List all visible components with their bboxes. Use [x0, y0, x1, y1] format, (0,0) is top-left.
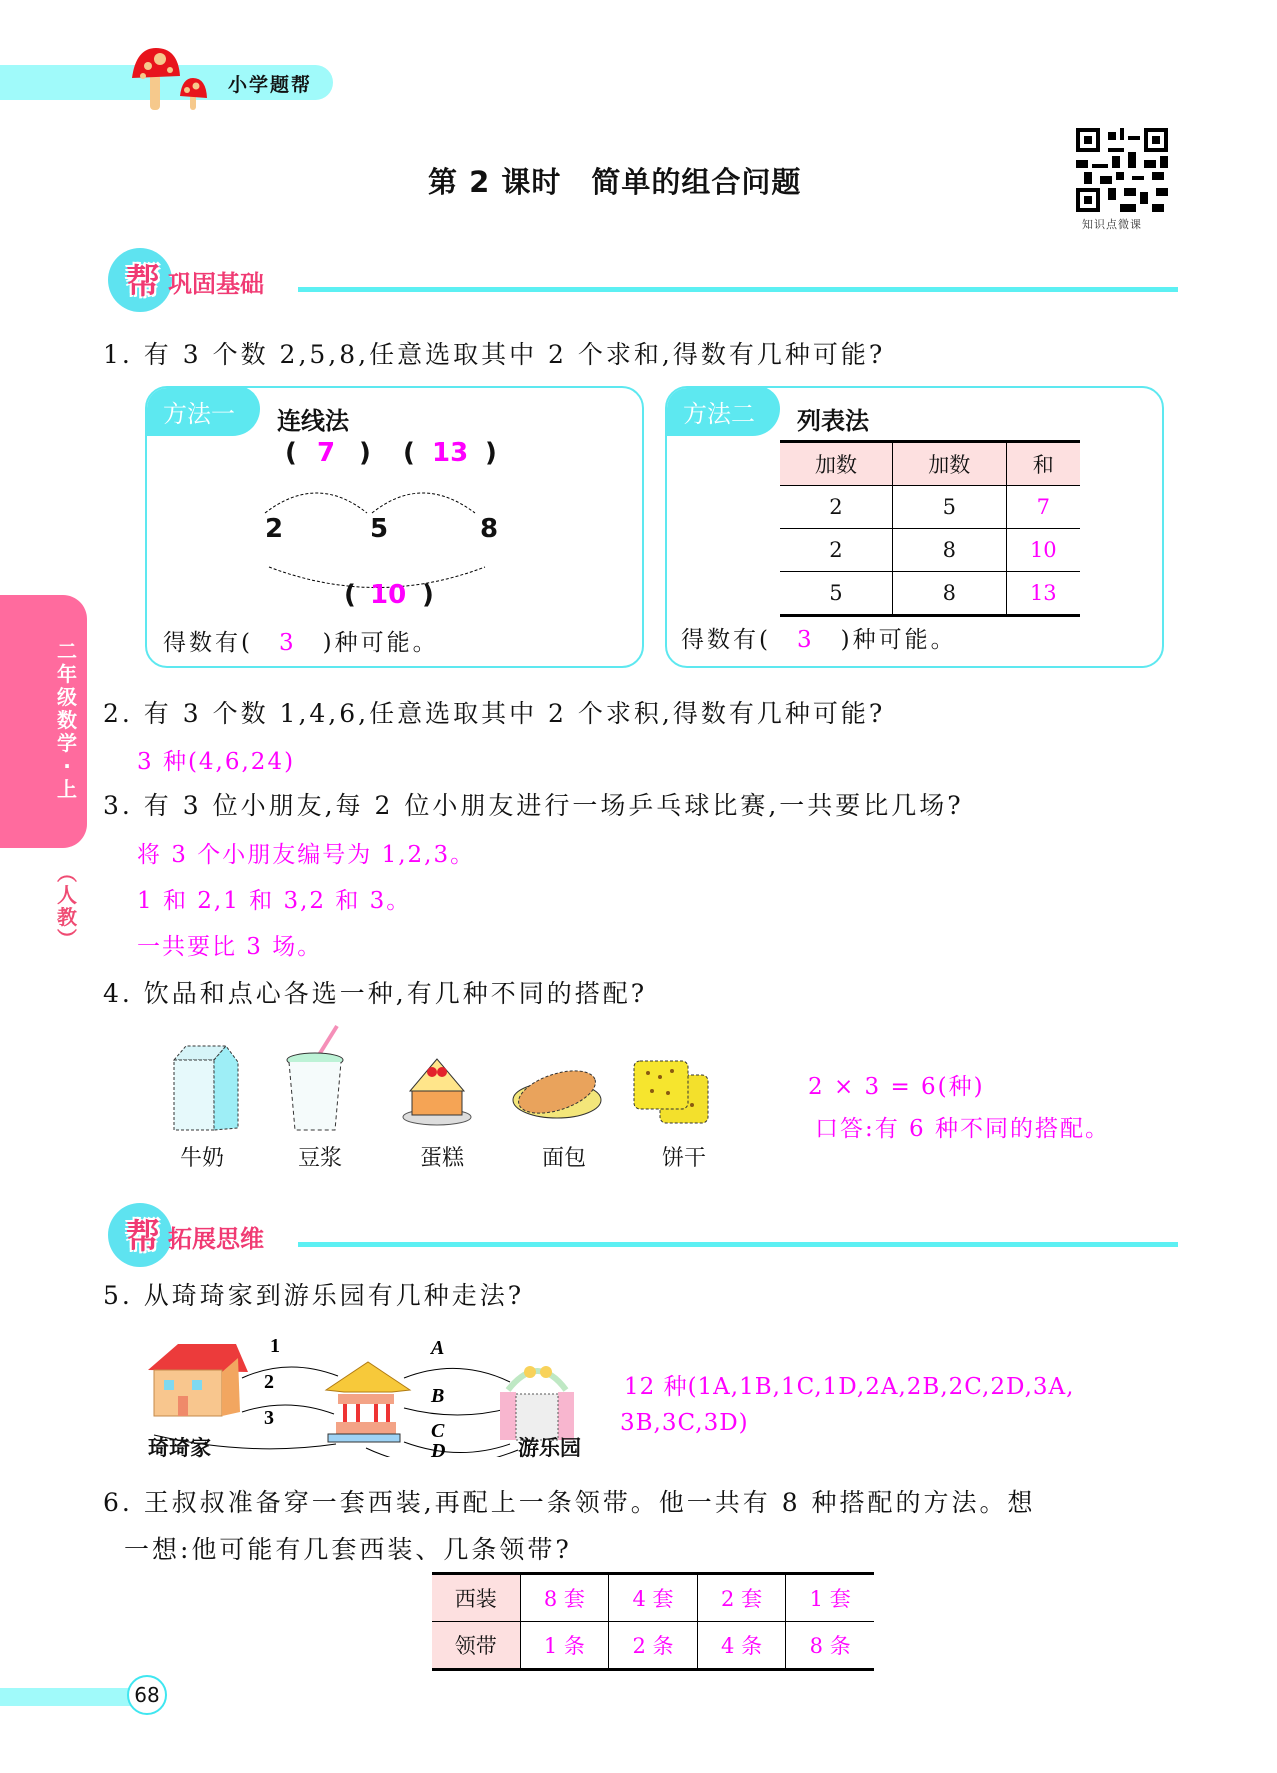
- answer-2: 3 种(4,6,24): [137, 749, 296, 775]
- answer-4-statement: 口答:有 6 种不同的搭配。: [815, 1116, 1111, 1142]
- question-5: 5. 从琦琦家到游乐园有几种走法?: [103, 1281, 525, 1310]
- method2-tag: 方法二: [665, 386, 780, 436]
- qr-code-icon[interactable]: [1076, 127, 1168, 213]
- question-2: 2. 有 3 个数 1,4,6,任意选取其中 2 个求积,得数有几种可能?: [103, 699, 886, 728]
- table-row: 领带 1 条 2 条 4 条 8 条: [432, 1622, 874, 1670]
- section-divider: [298, 1242, 1178, 1247]
- row-label-ties: 领带: [432, 1622, 520, 1670]
- bread-icon: [510, 1060, 605, 1125]
- edition-label: ︵ 人 教 ︶: [57, 861, 77, 951]
- food-label-cake: 蛋糕: [420, 1146, 465, 1171]
- table-row: 5 8 13: [780, 572, 1080, 616]
- answer-4-equation: 2 × 3 = 6(种): [808, 1074, 985, 1100]
- qr-caption: 知识点微课: [1082, 218, 1142, 231]
- method1-box: 方法一 连线法 ( 7 ) ( 13 ) 2 5 8 ( 10 ) 得数有( 3 )种可能。: [145, 386, 644, 668]
- svg-text:C: C: [431, 1420, 445, 1442]
- footer-strip: [0, 1688, 135, 1706]
- number-8: 8: [480, 514, 499, 544]
- method1-name: 连线法: [277, 407, 349, 435]
- question-6-line-1: 6. 王叔叔准备穿一套西装,再配上一条领带。他一共有 8 种搭配的方法。想: [103, 1488, 1036, 1517]
- cake-icon: [400, 1055, 475, 1130]
- sum-table: [780, 440, 1080, 617]
- mushroom-icon: [128, 44, 218, 114]
- section-header-basic: [108, 248, 1178, 312]
- method2-result: 得数有( 3 )种可能。: [681, 627, 957, 653]
- table-row: 2 8 10: [780, 529, 1080, 572]
- section-label: 巩固基础: [168, 270, 264, 298]
- section-icon-char: 帮: [126, 262, 160, 302]
- answer-3-line-3: 一共要比 3 场。: [137, 934, 323, 960]
- header-addend-2: 加数: [892, 442, 1006, 486]
- header-sum: 和: [1006, 442, 1080, 486]
- sum-2-5: 7: [317, 438, 336, 468]
- suit-tie-table: [432, 1572, 874, 1671]
- section-label: 拓展思维: [168, 1225, 264, 1253]
- food-label-biscuit: 饼干: [662, 1146, 707, 1171]
- svg-text:B: B: [431, 1385, 445, 1407]
- soy-milk-cup-icon: [285, 1022, 355, 1137]
- svg-text:D: D: [431, 1440, 446, 1457]
- lesson-title: 第 2 课时 简单的组合问题: [428, 165, 802, 199]
- section-divider: [298, 287, 1178, 292]
- answer-5-line-1: 12 种(1A,1B,1C,1D,2A,2B,2C,2D,3A,: [624, 1374, 1075, 1400]
- route-label-1: 1: [270, 1335, 280, 1357]
- method2-name: 列表法: [797, 407, 869, 435]
- header-addend-1: 加数: [780, 442, 892, 486]
- milk-carton-icon: [170, 1040, 245, 1135]
- pavilion-icon: [326, 1362, 410, 1442]
- table-row: 西装 8 套 4 套 2 套 1 套: [432, 1574, 874, 1622]
- method2-box: [665, 386, 1164, 668]
- amusement-park-gate-icon: [500, 1366, 574, 1440]
- question-1: 1. 有 3 个数 2,5,8,任意选取其中 2 个求和,得数有几种可能?: [103, 340, 886, 369]
- svg-text:2: 2: [264, 1371, 274, 1393]
- number-2: 2: [265, 514, 284, 544]
- method1-tag: 方法一: [145, 386, 260, 436]
- question-3: 3. 有 3 位小朋友,每 2 位小朋友进行一场乒乓球比赛,一共要比几场?: [103, 791, 964, 820]
- grade-label: 二 年 级 数 学 · 上: [57, 639, 77, 801]
- sum-5-8: 13: [432, 438, 469, 468]
- brand-label: 小学题帮: [228, 74, 313, 96]
- section-header-extend: [108, 1203, 1178, 1267]
- question-6-line-2: 一想:他可能有几套西装、几条领带?: [124, 1535, 572, 1564]
- biscuit-icon: [630, 1055, 715, 1130]
- svg-text:3: 3: [264, 1407, 274, 1429]
- row-label-suits: 西装: [432, 1574, 520, 1622]
- page-number: 68: [127, 1675, 167, 1715]
- answer-3-line-1: 将 3 个小朋友编号为 1,2,3。: [137, 842, 476, 868]
- method1-result: 得数有( 3 )种可能。: [163, 630, 439, 656]
- answer-3-line-2: 1 和 2,1 和 3,2 和 3。: [137, 888, 412, 914]
- sum-2-8: 10: [370, 580, 407, 610]
- svg-text:A: A: [431, 1337, 445, 1359]
- home-label: 琦琦家: [148, 1436, 211, 1460]
- number-5: 5: [370, 514, 389, 544]
- answer-5-line-2: 3B,3C,3D): [620, 1410, 749, 1436]
- section-icon-char: 帮: [126, 1217, 160, 1257]
- food-label-milk: 牛奶: [180, 1146, 225, 1171]
- park-label: 游乐园: [518, 1436, 581, 1460]
- house-icon: [148, 1344, 248, 1416]
- table-row: 2 5 7: [780, 486, 1080, 529]
- food-label-bread: 面包: [542, 1146, 587, 1171]
- question-4: 4. 饮品和点心各选一种,有几种不同的搭配?: [103, 979, 648, 1008]
- food-label-soy-milk: 豆浆: [298, 1146, 343, 1171]
